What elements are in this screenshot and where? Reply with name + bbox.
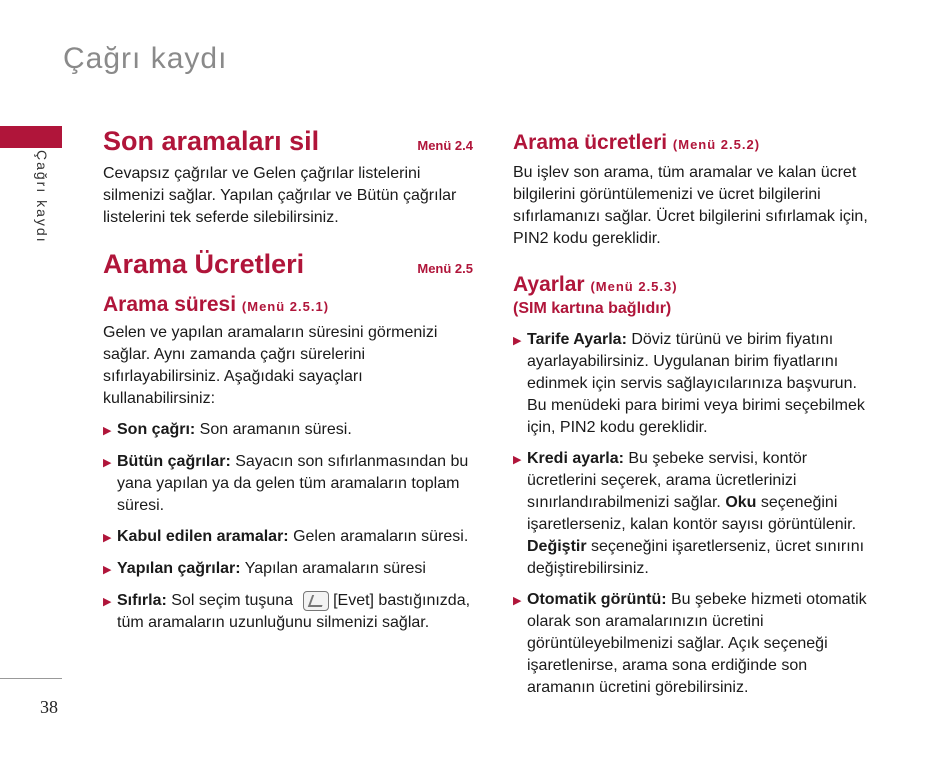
list-item-text: Yapılan aramaların süresi — [240, 560, 426, 577]
list-item-text: Döviz türünü ve birim fiyatını ayarlayabilirsiniz. Uygulanan birim fiyatlarını edinmek için servis sağlayıcılarınıza başvurun. Bu menüdeki para birimi veya birimi seçebilmek için, PIN2 kodu gereklidir. — [527, 331, 865, 436]
menu-number: Menü 2.4 — [417, 138, 473, 153]
triangle-right-icon: ▶ — [103, 532, 112, 544]
list-item — [103, 558, 473, 581]
list-item-term: Tarife Ayarla: — [527, 331, 627, 348]
heading-text: Son aramaları sil — [103, 126, 320, 156]
list-item-text: Bu şebeke hizmeti otomatik olarak son aramalarınızın ücretini görüntüleyebilmenizi sağlar. Açık seçeneği işaretlenirse, arama sona erdiğinde son aramanın ücretini görebilirsiniz. — [527, 591, 867, 696]
triangle-right-icon: ▶ — [513, 454, 522, 466]
heading-son-aramalari-sil — [103, 126, 473, 157]
option-degistir: Değiştir — [527, 538, 587, 555]
list-item-text: Son aramanın süresi. — [195, 421, 352, 438]
list-item-term: Kabul edilen aramalar: — [117, 528, 289, 545]
heading-arama-suresi — [103, 294, 473, 318]
heading-ayarlar — [513, 274, 878, 298]
list-item-term: Otomatik görüntü: — [527, 591, 667, 608]
list-item — [513, 329, 878, 439]
triangle-right-icon: ▶ — [103, 425, 112, 437]
page-number: 38 — [40, 697, 58, 717]
triangle-right-icon: ▶ — [513, 595, 522, 607]
list-item — [513, 448, 878, 580]
left-softkey-icon — [303, 591, 329, 611]
heading-text: Ayarlar — [513, 273, 585, 296]
divider — [0, 678, 62, 679]
list-item-text: Sayacın son sıfırlanmasından bu yana yapılan ya da gelen tüm aramaların toplam süresi. — [117, 453, 469, 514]
menu-number: (Menü 2.5.2) — [672, 137, 761, 152]
heading-arama-ucretleri — [103, 249, 473, 280]
list-item-text: [Evet] bastığınızda, tüm aramaların uzunluğunu silmenizi sağlar. — [117, 592, 471, 631]
page-title: Çağrı kaydı — [63, 42, 228, 75]
list-item — [103, 526, 473, 549]
paragraph: Bu işlev son arama, tüm aramalar ve kalan ücret bilgilerini görüntülemenizi ve ücret bilgilerini sıfırlamanızı sağlar. Ücret bilgilerini sıfırlamak için, PIN2 kodu gereklidir. — [513, 164, 868, 247]
triangle-right-icon: ▶ — [103, 457, 112, 469]
heading-subtitle: (SIM kartına bağlıdır) — [513, 300, 672, 317]
triangle-right-icon: ▶ — [513, 335, 522, 347]
section-tab-bar — [0, 126, 62, 148]
list-item-term: Yapılan çağrılar: — [117, 560, 241, 577]
heading-text: Arama Ücretleri — [103, 249, 305, 279]
heading-text: Arama ücretleri — [513, 131, 668, 154]
paragraph: Gelen ve yapılan aramaların süresini görmenizi sağlar. Aynı zamanda çağrı sürelerini sıfırlayabilirsiniz. Aşağıdaki sayaçları kullanabilirsiniz: — [103, 324, 438, 407]
list-item-term: Bütün çağrılar: — [117, 453, 231, 470]
list-item-term: Sıfırla: — [117, 592, 167, 609]
heading-arama-ucretleri-sub — [513, 132, 878, 156]
left-column — [103, 126, 473, 634]
heading-text: Arama süresi — [103, 293, 237, 316]
triangle-right-icon: ▶ — [103, 596, 112, 608]
list-item-term: Kredi ayarla: — [527, 450, 624, 467]
list-item-text: Gelen aramaların süresi. — [288, 528, 469, 545]
list-item-text: Bu şebeke servisi, kontör ücretlerini seçerek, arama ücretlerinizi sınırlandırabilmenizi sağlar. — [527, 450, 808, 511]
list-item — [103, 451, 473, 517]
right-column — [513, 130, 878, 699]
menu-number: Menü 2.5 — [417, 261, 473, 276]
list-item — [103, 590, 473, 634]
list-item — [513, 589, 878, 699]
list-item — [103, 419, 473, 442]
menu-number: (Menü 2.5.1) — [241, 299, 330, 314]
list-item-term: Son çağrı: — [117, 421, 196, 438]
option-oku: Oku — [725, 494, 757, 511]
menu-number: (Menü 2.5.3) — [590, 279, 678, 294]
side-section-label: Çağrı kaydı — [34, 150, 50, 244]
list-item-text: seçeneğini işaretlerseniz, ücret sınırını değiştirebilirsiniz. — [527, 538, 865, 577]
paragraph: Cevapsız çağrılar ve Gelen çağrılar listelerini silmenizi sağlar. Yapılan çağrılar ve Bütün çağrılar listelerini tek seferde silebilirsiniz. — [103, 165, 457, 226]
list-item-text: seçeneğini işaretlerseniz, kalan kontör sayısı görüntülenir. — [527, 494, 857, 533]
list-item-text: Sol seçim tuşuna — [166, 592, 294, 609]
triangle-right-icon: ▶ — [103, 564, 112, 576]
